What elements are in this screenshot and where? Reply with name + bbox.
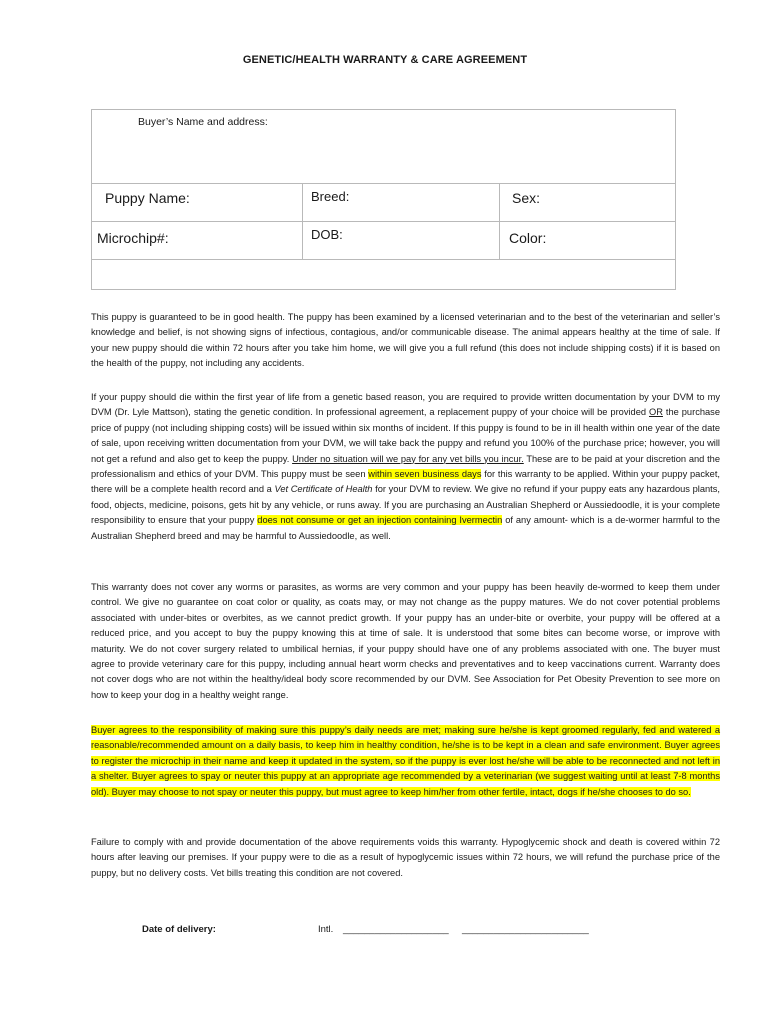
dob-field[interactable] [303,222,500,260]
initials-line-2[interactable]: ________________________ [462,924,589,935]
text-run: for your DVM to review. We give no refund if your puppy eats any hazardous plants, food, objects, medicine, poisons, gets hit by any vehicle, or runs away. If you are purchasing an Australian Shepherd or Aussiedoodle, it is your complete responsibility to ensure that your puppy [91,484,720,526]
underlined-vet-bills: Under no situation will we pay for any vet bills you incur. [292,453,524,464]
puppy-name-field[interactable] [92,184,303,222]
color-label: Color: [509,230,547,246]
blank-row[interactable] [92,260,676,290]
paragraph-genetic-warranty [91,390,720,544]
text-run: These are to be paid at your discretion and the professionalism and ethics of your DVM. This puppy must be seen [91,453,721,480]
text-run: the purchase price of puppy (not including shipping costs) will be issued within six months of incident. If this puppy is found to be in ill health within one year of the date of sale, upon receiving written documentation from your DVM, we will take back the puppy and refund you 100% of the purchase price; however, you will not get a refund and also get to keep the puppy. [91,407,720,464]
paragraph-hypoglycemic: Failure to comply with and provide documentation of the above requirements voids this warranty. Hypoglycemic shock and death is covered within 72 hours after leaving our premises. If your puppy were to die as a result of hypoglycemic issues within 72 hours, we will refund the purchase price of the puppy, but no delivery costs. Vet bills treating this condition are not covered. [91,837,720,878]
text-run: If your puppy should die within the first year of life from a genetic based reason, you are required to provide written documentation by your DVM to my DVM (Dr. Lyle Mattson), stating the genetic condition. In professional agreement, a replacement puppy of your choice will be provided [91,392,720,418]
microchip-field[interactable] [92,222,303,260]
puppy-name-label: Puppy Name: [105,190,190,206]
paragraph-exclusions: This warranty does not cover any worms or parasites, as worms are very common and your puppy has been heavily de-wormed to keep them under control. We give no guarantee on coat color or quality, as coats may, or may not change as the puppy matures. We do not cover potential problems associated with under-bites or overbites, as we cannot predict growth. If your puppy has an under-bite or overbite, your puppy will be offered at a reduced price, and you accept to buy the puppy knowing this at time of sale. It is understood that some bites can become worse, or improve with maturity. We do not cover surgery related to umbilical hernias, if your puppy should have one of any problems associated with one. The buyer must agree to provide veterinary care for this puppy, including annual heart worm checks and preventatives and to keep vaccinations current. Warranty does not cover dogs who are not within the healthy/ideal body score recommended by our DVM. See Association for Pet Obesity Prevention to see more on how to keep your dog in a healthy weight range. [91,582,720,700]
highlight-ivermectin: does not consume or get an injection containing Ivermectin [257,515,503,526]
page-title: GENETIC/HEALTH WARRANTY & CARE AGREEMENT [242,54,528,66]
intl-label: Intl. [318,924,334,935]
paragraph-health-guarantee: This puppy is guaranteed to be in good health. The puppy has been examined by a licensed veterinarian and to the best of the veterinarian and seller’s knowledge and belief, is not showing signs of infectious, contagious, and/or communicable disease. The animal appears healthy at the time of sale. If your new puppy should die within 72 hours after you take him home, we will give you a full refund (this does not include shipping costs) if it is based on the health of the puppy, not including any accidents. [91,312,720,369]
dob-label: DOB: [311,227,343,242]
sex-label: Sex: [512,190,541,206]
italic-vet-certificate: Vet Certificate of Health [274,484,373,495]
color-field[interactable] [500,222,676,260]
puppy-info-form [91,109,676,290]
text-run: for this warranty to be applied. Within your puppy packet, there will be a complete health record and a [91,469,720,495]
date-of-delivery-label: Date of delivery: [142,924,216,935]
text-run: of any amount- which is a de-wormer harmful to the Australian Shepherd breed and may be harmful to Aussiedoodle, as well. [91,515,720,541]
underlined-or: OR [649,407,663,418]
highlight-seven-days: within seven business days [368,469,482,480]
paragraph-buyer-responsibility [91,723,720,800]
breed-field[interactable] [303,184,500,222]
highlight-buyer-agreement: Buyer agrees to the responsibility of making sure this puppy’s daily needs are met; making sure he/she is kept groomed regularly, fed and watered a reasonable/recommended amount on a daily basis, to keep him in healthy condition, he/she is to be kept in a clean and safe environment. Buyer agrees to register the microchip in their name and keep it updated in the system, so if the puppy is ever lost he/she will be able to be reconnected and not left in a shelter. Buyer agrees to spay or neuter this puppy at an appropriate age recommended by a veterinarian (we suggest waiting until at least 7-8 months old). Buyer may choose to not spay or neuter this puppy, but must agree to keep him/her from other fertile, intact, dogs if he/she chooses to do so. [91,725,720,797]
sex-field[interactable] [500,184,676,222]
buyer-field[interactable] [92,110,676,184]
buyer-label: Buyer’s Name and address: [138,116,268,128]
initials-line-1[interactable]: ____________________ [343,924,449,935]
microchip-label: Microchip#: [97,230,169,246]
breed-label: Breed: [311,189,350,204]
